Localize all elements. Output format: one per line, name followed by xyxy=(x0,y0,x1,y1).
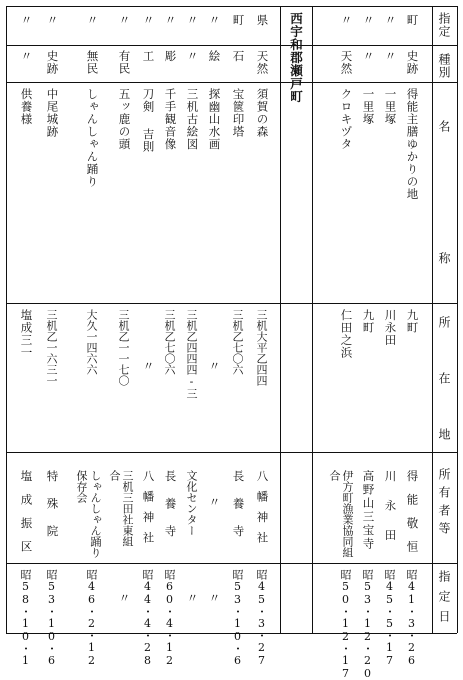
right-row-1-type: 〃 xyxy=(383,50,398,63)
left-row-4-name: 千手観音像 xyxy=(163,88,178,151)
right-row-0-name: 得能主膳ゆかりの地 xyxy=(405,88,420,201)
left-row-6-name: 五ッ鹿の頭 xyxy=(117,88,132,151)
top-border xyxy=(6,6,457,7)
right-row-2-location: 九町 xyxy=(361,309,376,334)
right-border xyxy=(457,6,458,633)
left-row-3-name: 三机古絵図 xyxy=(185,88,200,151)
left-row-5-date: 昭44・4・28 xyxy=(141,569,154,667)
left-row-7-date: 昭46・2・12 xyxy=(85,569,98,667)
right-row-2-designation: 〃 xyxy=(361,14,376,27)
left-row-8-owner: 特殊院 xyxy=(45,470,60,553)
right-row-0-designation: 町 xyxy=(405,14,420,27)
header-location-2: 在 xyxy=(437,372,451,385)
left-row-5-type: 工 xyxy=(141,50,156,63)
location-row-divider xyxy=(6,303,457,304)
header-location-1: 所 xyxy=(437,316,451,329)
right-row-0-owner: 得能敬恒 xyxy=(405,470,420,564)
left-row-4-owner: 長養寺 xyxy=(163,470,178,553)
left-row-8-location: 三机乙一六三一 xyxy=(45,309,58,386)
left-row-9-location: 塩成三一 xyxy=(19,309,34,359)
header-date: 指定日 xyxy=(437,570,451,630)
left-row-1-owner: 長養寺 xyxy=(231,470,246,553)
right-row-3-designation: 〃 xyxy=(339,14,354,27)
left-row-1-designation: 町 xyxy=(231,14,246,27)
left-row-2-designation: 〃 xyxy=(207,14,222,27)
section-divider-left xyxy=(280,6,281,633)
right-row-0-location: 九町 xyxy=(405,309,420,334)
left-border xyxy=(6,6,7,633)
right-row-0-date: 昭41・3・26 xyxy=(405,569,418,667)
left-row-5-location: 〃 xyxy=(141,360,156,373)
left-row-5-name: 刀剣 吉則 xyxy=(141,88,156,153)
right-row-1-owner: 川永田 xyxy=(383,470,398,559)
right-row-1-date: 昭45・5・17 xyxy=(383,569,396,667)
right-row-1-designation: 〃 xyxy=(383,14,398,27)
left-row-9-designation: 〃 xyxy=(19,14,34,27)
header-owner: 所有者等 xyxy=(437,468,451,540)
header-name-2: 称 xyxy=(437,252,451,265)
left-row-1-date: 昭53・10・6 xyxy=(231,569,244,667)
left-row-2-date: 〃 xyxy=(207,592,222,605)
left-row-8-designation: 〃 xyxy=(45,14,60,27)
right-row-3-type: 天然 xyxy=(339,50,354,75)
right-row-2-name: 一里塚 xyxy=(361,88,376,126)
section-divider-right xyxy=(312,6,313,633)
left-row-5-owner: 八幡神社 xyxy=(141,470,156,552)
header-type: 種別 xyxy=(437,53,451,79)
left-row-2-owner: 〃 xyxy=(207,496,222,509)
left-row-3-location: 三机乙四四四-三 xyxy=(185,309,198,399)
header-designation: 指定 xyxy=(437,12,451,38)
left-row-7-name: しゃんしゃん踊り xyxy=(85,88,100,188)
left-row-9-date: 昭58・10・1 xyxy=(19,569,32,667)
left-row-1-name: 宝篋印塔 xyxy=(231,88,246,138)
left-row-7-designation: 〃 xyxy=(85,14,100,27)
left-row-0-owner: 八幡神社 xyxy=(255,470,270,552)
header-location-3: 地 xyxy=(437,428,451,441)
right-row-2-owner: 高野山三宝寺 xyxy=(361,470,376,551)
left-row-2-name: 探幽山水画 xyxy=(207,88,222,151)
left-row-4-date: 昭60・4・12 xyxy=(163,569,176,667)
left-row-2-type: 絵 xyxy=(207,50,222,63)
right-row-2-date: 昭53・12・20 xyxy=(361,569,374,680)
left-row-8-name: 中尾城跡 xyxy=(45,88,60,138)
right-row-3-date: 昭50・12・17 xyxy=(339,569,352,680)
header-column-divider xyxy=(432,6,433,633)
left-row-3-designation: 〃 xyxy=(185,14,200,27)
left-row-3-type: 〃 xyxy=(185,50,200,63)
left-row-6-owner: 三机三田社東組合 xyxy=(108,470,134,547)
header-name-1: 名 xyxy=(437,120,451,133)
left-row-7-type: 無民 xyxy=(85,50,100,75)
left-row-3-date: 〃 xyxy=(185,592,200,605)
left-row-6-type: 有民 xyxy=(117,50,132,75)
left-row-0-location: 三机大平乙四四 xyxy=(255,309,268,386)
left-row-6-designation: 〃 xyxy=(117,14,132,27)
date-row-divider xyxy=(6,563,457,564)
left-row-4-type: 彫 xyxy=(163,50,178,63)
left-row-7-owner: しゃんしゃん踊り保存会 xyxy=(75,470,102,558)
owner-row-divider xyxy=(6,452,457,453)
left-row-4-designation: 〃 xyxy=(163,14,178,27)
left-row-6-date: 〃 xyxy=(117,592,132,605)
left-row-8-date: 昭53・10・6 xyxy=(45,569,58,667)
left-row-9-name: 供養様 xyxy=(19,88,34,126)
right-row-0-type: 史跡 xyxy=(405,50,420,75)
left-row-7-location: 大久一四六六 xyxy=(85,309,98,375)
section-title: 西宇和郡瀬戸町 xyxy=(288,12,304,103)
left-row-8-type: 史跡 xyxy=(45,50,60,75)
left-row-9-owner: 塩成振区 xyxy=(19,470,34,564)
right-row-1-location: 川永田 xyxy=(383,309,398,347)
left-row-1-type: 石 xyxy=(231,50,246,63)
right-row-3-name: クロキヅタ xyxy=(339,88,354,151)
left-row-0-designation: 県 xyxy=(255,14,270,27)
right-row-3-owner: 伊方町漁業協同組合 xyxy=(328,470,354,558)
left-row-0-name: 須賀の森 xyxy=(255,88,270,138)
name-row-divider xyxy=(6,82,457,83)
left-row-2-location: 〃 xyxy=(207,360,222,373)
left-row-9-type: 〃 xyxy=(19,50,34,63)
left-row-6-location: 三机乙一一七〇 xyxy=(117,309,130,386)
left-row-1-location: 三机乙七〇六 xyxy=(231,309,244,375)
left-row-0-date: 昭45・3・27 xyxy=(255,569,268,667)
right-row-1-name: 一里塚 xyxy=(383,88,398,126)
left-row-0-type: 天然 xyxy=(255,50,270,75)
left-row-4-location: 三机乙七〇六 xyxy=(163,309,176,375)
right-row-2-type: 〃 xyxy=(361,50,376,63)
left-row-3-owner: 文化センター xyxy=(185,470,198,536)
type-row-divider xyxy=(6,45,457,46)
left-row-5-designation: 〃 xyxy=(141,14,156,27)
right-row-3-location: 仁田之浜 xyxy=(339,309,354,359)
